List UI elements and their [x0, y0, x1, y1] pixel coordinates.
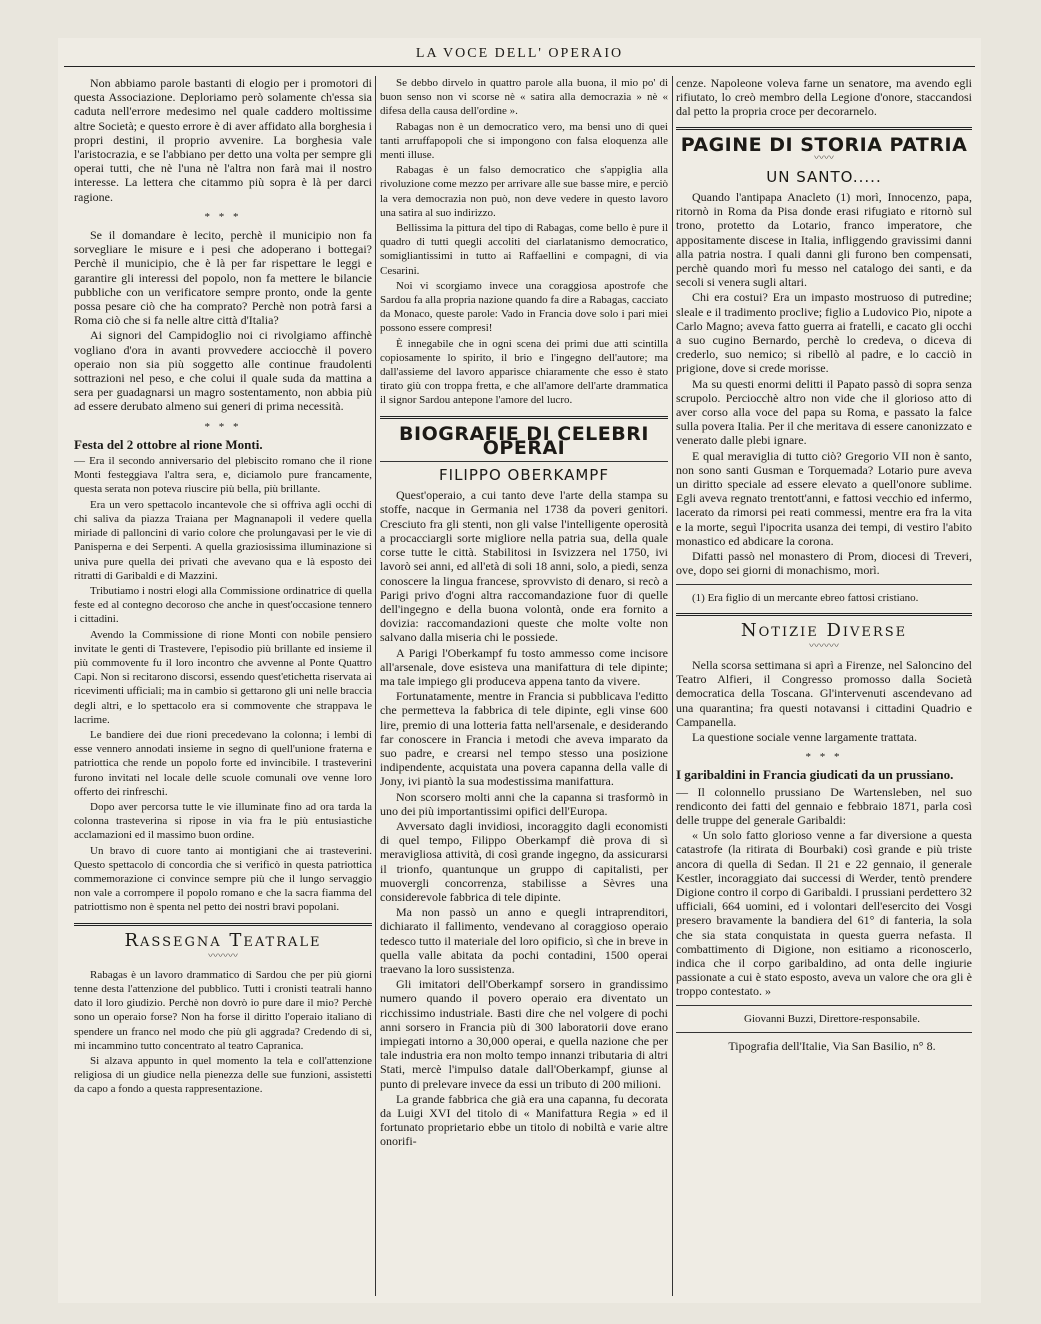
section-stars: * * * [204, 420, 242, 433]
paragraph: È innegabile che in ogni scena dei primi due atti scintilla copiosamente lo spirito, il brio e l'ingegno dell'autore; ma dall'assieme del lavoro apparisce chiaramente che esso è stato tirato giù con troppa fretta, e che all'amore dell'arte drammatica il signor Sardou antepone l'amore del lucro. [380, 337, 668, 407]
section-title: Rassegna Teatrale [124, 929, 322, 951]
section-rule [74, 923, 372, 926]
paragraph: — Il colonnello prussiano De Wartensleben, nel suo rendiconto dei fatti del gennaio e febbraio 1871, parla così delle truppe del generale Garibaldi: [676, 784, 972, 827]
paragraph: Non scorsero molti anni che la capanna si trasformò in uno dei più importantissimi opifici dell'Europa. [380, 789, 668, 818]
paragraph: Tributiamo i nostri elogi alla Commissione ordinatrice di quella feste ed al contegno decoroso che anche in quest'occasione tennero i cittadini. [74, 584, 372, 626]
section-rule [380, 416, 668, 419]
paragraph: A Parigi l'Oberkampf fu tosto ammesso come incisore all'arsenale, dove esisteva una manifattura di tele dipinte; ma tale impiego gli produceva appena tanto da vivere. [380, 645, 668, 688]
paragraph: Dopo aver percorsa tutte le vie illuminate fino ad ora tarda la colonna trasteverina si ripose in via fra le più entusiastiche acclamazioni ed il massimo buon ordine. [74, 800, 372, 842]
footnote-rule [676, 584, 972, 585]
section-title: BIOGRAFIE DI CELEBRI OPERAI [399, 422, 649, 459]
column-1 [74, 76, 372, 1296]
paragraph: Chi era costui? Era un impasto mostruoso di putredine; sleale e il tradimento proclive; figlio a Ludovico Pio, nipote a Carlo Magno; aveva fatto guerra ai fratelli, e cacato gli occhi a suo cugino Bernardo, perchè lo credeva, o diceva di crederlo, suo nemico; si ribellò al padre, e lo cacciò in prigione, dove si crede morisse. [676, 290, 972, 376]
paragraph: Le bandiere dei due rioni precedevano la colonna; i lembi di esse vennero annodati insieme in segno di quell'unione fraterna e patriottica che rende un popolo forte ed invincibile. I trasteverini furono invitati nel locale delle scuole comunali ove venne loro offerto dei rinfreschi. [74, 728, 372, 798]
paragraph: Bellissima la pittura del tipo di Rabagas, come bello è pure il quadro di tutti quegli accoliti del ciarlatanismo democratico, somigliantissimi in tutto ai Raffaellini e compagni, di via Cesarini. [380, 222, 668, 277]
paragraph: Si alzava appunto in quel momento la tela e coll'attenzione religiosa di un giudice nella pienezza delle sue funzioni, assistetti da capo a fondo a questa rappresentazione. [74, 1055, 372, 1096]
paragraph: Rabagas non è un democratico vero, ma bensi uno di quei tanti arruffapopoli che si impongono con falsa eloquenza alle menti illuse. [380, 120, 668, 162]
paragraph: — Era il secondo anniversario del plebiscito romano che il rione Monti festeggiava l'altra sera, e, diciamolo pure francamente, questa serata non poteva riuscire più bella, più brillante. [74, 455, 372, 496]
paragraph: Se il domandare è lecito, perchè il municipio non fa sorvegliare le misure e i pesi che adoperano i bottegai? Perchè il municipio, che è là per far rispettare le leggi e garantire gli interessi del popolo, non fa mettere le bilancie pubbliche con un verificatore sempre pronto, onde la gente possa pesare ciò che ha comprato? Perchè non potrà farsi a Roma ciò che si fa nelle altre città d'Italia? [74, 228, 372, 328]
paragraph: Ma non passò un anno e quegli intraprenditori, dichiarato il fallimento, vendevano al coraggioso operaio tedesco tutto il materiale del loro opificio, sì che in breve in quella valle abitata da pochi contadini, 1500 operai traevano la loro sussistenza. [380, 905, 668, 976]
printer-line: Tipografia dell'Italie, Via San Basilio, n° 8. [728, 1038, 936, 1053]
paragraph: Ai signori del Campidoglio noi ci rivolgiamo affinchè vogliano d'ora in avanti provvedere acciocchè il povero operaio non sia più soggetto alle continue fraudolenti sottrazioni nel peso, e che colui il quale suda da mattina a sera per guadagnarsi un magro sostentamento, non abbia più ad essere derubato almeno sui generi di prima necessità. [74, 328, 372, 414]
paragraph: Se debbo dirvelo in quattro parole alla buona, il mio po' di buon senso non vi scorse nè « satira alla democrazia » nè « difesa della causa dell'ordine ». [380, 77, 668, 118]
printer-rule [676, 1032, 972, 1033]
footnote: (1) Era figlio di un mercante ebreo fattosi cristiano. [692, 591, 919, 604]
paragraph: cenze. Napoleone voleva farne un senatore, ma avendo egli rifiutato, lo creò membro della Legione d'onore, staccandosi dal petto la propria croce per decorarnelo. [676, 76, 972, 119]
newspaper-page [58, 38, 981, 1303]
column-divider [672, 76, 673, 1296]
column-divider [375, 76, 376, 1296]
ornament: 〰〰 [814, 152, 834, 164]
paragraph: La grande fabbrica che già era una capanna, fu decorata da Luigi XVI del titolo di « Manifattura Regia » ed il fortunato proprietario ebbe un titolo di nobiltà e varie altre onorifi- [380, 1091, 668, 1149]
paragraph: Era un vero spettacolo incantevole che si offriva agli occhi di chi saliva da piazza Traiana per Magnanapoli il vedere quella miriade di palloncini di vario colore che prolungavasi per le vie di Panisperna e dei Serpenti. A quella graziosissima illuminazione si univa pure quella dei privati che avevano qua e là esposto dei ritratti di Garibaldi e di Mazzini. [74, 498, 372, 582]
paragraph: Rabagas è un lavoro drammatico di Sardou che per più giorni tenne desta l'attenzione del pubblico. Tutti i cronisti teatrali hanno dato il loro giudizio. Perchè non dovrò io pure dare il mio? Perchè sono un operaio forse? Non ha forse il diritto l'operaio italiano di spendere un franco nel modo che più gli aggrada? Credendo di sì, mi incammino tutto concentrato al teatro Capranica. [74, 968, 372, 1052]
top-rule [64, 66, 975, 67]
column-2 [380, 76, 668, 1296]
section-stars: * * * [204, 210, 242, 223]
masthead: LA VOCE DELL' OPERAIO [415, 46, 624, 61]
section-title: PAGINE DI STORIA PATRIA [680, 133, 968, 156]
paragraph: Fortunatamente, mentre in Francia si pubblicava l'editto che permetteva la fabbrica di tele dipinte, egli vinse 600 lire, premio di una lotteria fatta nell'arsenale, e desiderando far conoscere in Francia i metodi che aveva imparato da suo padre, e crearsi nel tempo stesso una posizione indipendente, acquistata una povera capanna della valle di Jony, ivi piantò la sua modestissima manifattura. [380, 689, 668, 789]
article-heading: I garibaldini in Francia giudicati da un prussiano. [676, 767, 954, 783]
paragraph: Rabagas è un falso democratico che s'appiglia alla rivoluzione come mezzo per arrivare alle sue basse mire, e perciò la vera democrazia non può, non deve vedere in questo lavoro una satira al suo indirizzo. [380, 164, 668, 219]
paragraph: « Un solo fatto glorioso venne a far diversione a questa catastrofe (la ritirata di Bourbaki) così grande e più triste ancora di quella di Sedan. Il 21 e 22 gennaio, il generale Kestler, incoraggiato dai successi di Werder, tentò prendere Digione contro il corpo di Garibaldi. I prussiani perdettero 32 ufficiali, 664 uomini, ed i volontari dell'esercito dei Vosgi presero bravamente la bandiera del 61° di fanteria, la sola che sia stata conquistata in questa guerra nefasta. Il combattimento di Digione, non esitiamo a riconoscerlo, indica che il corpo garibaldino, ad onta delle ingiurie passionate a cui è stato esposto, aveva un valore che ora gli è troppo contestato. » [676, 828, 972, 999]
paragraph: Nella scorsa settimana si aprì a Firenze, nel Saloncino del Teatro Alfieri, il Congresso promosso dalla Società democratica della Toscana. Gl'intervenuti ascendevano ad una quarantina; fra questi notavansi i cittadini Quadrio e Campanella. [676, 657, 972, 729]
ornament: 〰〰〰 [208, 950, 238, 962]
signature: Giovanni Buzzi, Direttore-responsabile. [744, 1012, 920, 1025]
section-rule [676, 127, 972, 130]
paragraph: Quando l'antipapa Anacleto (1) morì, Innocenzo, papa, ritornò in Roma da Pisa donde erasi rifugiato e ritornò sul trono, protetto da Lotario, franco imperatore, che appositamente discese in Italia, infliggendo gravissimi danni alla patria nostra. I quali danni gli furono ben compensati, perchè quando morì fu messo nel catalogo dei santi, e da secoli si venera sugli altari. [676, 190, 972, 290]
signature-rule [676, 1005, 972, 1006]
ornament: 〰〰〰 [809, 640, 839, 652]
paragraph: Avversato dagli invidiosi, incoraggito dagli economisti di quel tempo, Filippo Oberkampf diè prova di sì meravigliosa attività, di così grande ingegno, da assicurarsi il trionfo, quantunque un gruppo di capitalisti, per muovergli concorrenza, stabilisse a Sèvres una considerevole fabbrica di tele dipinte. [380, 818, 668, 904]
paragraph: Un bravo di cuore tanto ai montigiani che ai trasteverini. Questo spettacolo di concordia che si verificò in questa patriottica commemorazione ci convince sempre più che il lungo servaggio non vale a corrompere il popolo romano e che la sacra fiamma del patriottismo non è spenta nel petto dei nostri bravi popolani. [74, 844, 372, 914]
column-3 [676, 76, 972, 1296]
section-stars: * * * [805, 751, 843, 764]
section-subtitle: UN SANTO..... [766, 167, 882, 186]
section-subtitle: FILIPPO OBERKAMPF [439, 466, 609, 485]
section-rule [380, 461, 668, 462]
paragraph: Gli imitatori dell'Oberkampf sorsero in grandissimo numero quando il povero operaio era diventato un ricchissimo industriale. Basti dire che nel volgere di pochi anni sorsero in Francia più di 300 laboratorii dove erano impiegati intorno a 30,000 operai, e quella nazione che per tale industria era non molto tempo innanzi tributaria di altri Stati, mercè l'impulso datale dall'Oberkampf, giunse al punto di prelevare invece da essi un tributo di 200 milioni. [380, 977, 668, 1091]
paragraph: Avendo la Commissione di rione Monti con nobile pensiero invitate le genti di Trastevere, l'episodio più brillante ed insieme il più commovente fu il loro incontro che avvenne al Ponte Quattro Capi. Non si recitarono discorsi, essendo quest'etichetta riservata ai ricevimenti ufficiali; ma in cambio si gettarono gli uni nelle braccia degli altri, e lo spettacolo era si commovente che strappava le lacrime. [74, 628, 372, 726]
paragraph: La questione sociale venne largamente trattata. [692, 729, 918, 744]
section-title: Notizie Diverse [740, 619, 908, 641]
paragraph: Noi vi scorgiamo invece una coraggiosa apostrofe che Sardou fa alla propria nazione quando fa dire a Rabagas, cacciato da Monaco, queste parole: Vado in Francia dove solo i pari miei possono essere compresi! [380, 279, 668, 335]
section-rule [676, 613, 972, 616]
article-heading: Festa del 2 ottobre al rione Monti. [74, 436, 263, 452]
paragraph: Quest'operaio, a cui tanto deve l'arte della stampa su stoffe, nacque in Germania nel 1738 da poveri genitori. Cresciuto fra gli stenti, non gli valse l'intelligente operosità a procacciargli sorte migliore nella patria sua, della quale corse tutte le città. Stabilitosi in Isvizzera nel 1750, ivi lavorò sei anni, ed all'età di soli 18 anni, solo, a piedi, senza conoscere la lingua francese, sprovvisto di denaro, si recò a Parigi privo d'ogni altra raccomandazione fuor di quelle dell'ingegno e della buona volontà, onde era fornito a dovizia: raccomandazioni queste che molte volte non salvano dalla miseria chi le possiede. [380, 488, 668, 645]
paragraph: Non abbiamo parole bastanti di elogio per i promotori di questa Associazione. Deploriamo però solamente ch'essa sia caduta nell'errore medesimo nel quale caddero moltissime altre Società; e questo errore è di aver affidato alla borghesia i propri destini, il proprio avvenire. La borghesia vale l'aristocrazia, e se l'abbiano per detto una volta per sempre gli operai tutti, che nè l'una nè l'altra non farà mai il nostro interesse. La lettera che citammo più sopra è là per darci ragione. [74, 76, 372, 204]
paragraph: Ma su questi enormi delitti il Papato passò di sopra senza scrupolo. Perciocchè altro non vide che il glorioso atto di aver corso alla voce del papa su Roma, e passato la falce sulla povera Italia. Per il che meritava di essere canonizzato e venerato dalle plebi ignare. [676, 376, 972, 448]
paragraph: Difatti passò nel monastero di Prom, diocesi di Treveri, ove, dopo sei giorni di monachismo, morì. [676, 549, 972, 578]
paragraph: E qual meraviglia di tutto ciò? Gregorio VII non è santo, non sono santi Gusman e Torquemada? Lotario pure aveva un diritto speciale ad essere elevato a quell'onore sublime. Egli aveva regnato trentott'anni, e fattosi vecchio ed infermo, lacerato da rimorsi pei reati commessi, mentre era fra la vita e la morte, seguì l'ipocrita usanza dei tempi, di vestiro l'abito monastico ed abdicare la corona. [676, 448, 972, 548]
